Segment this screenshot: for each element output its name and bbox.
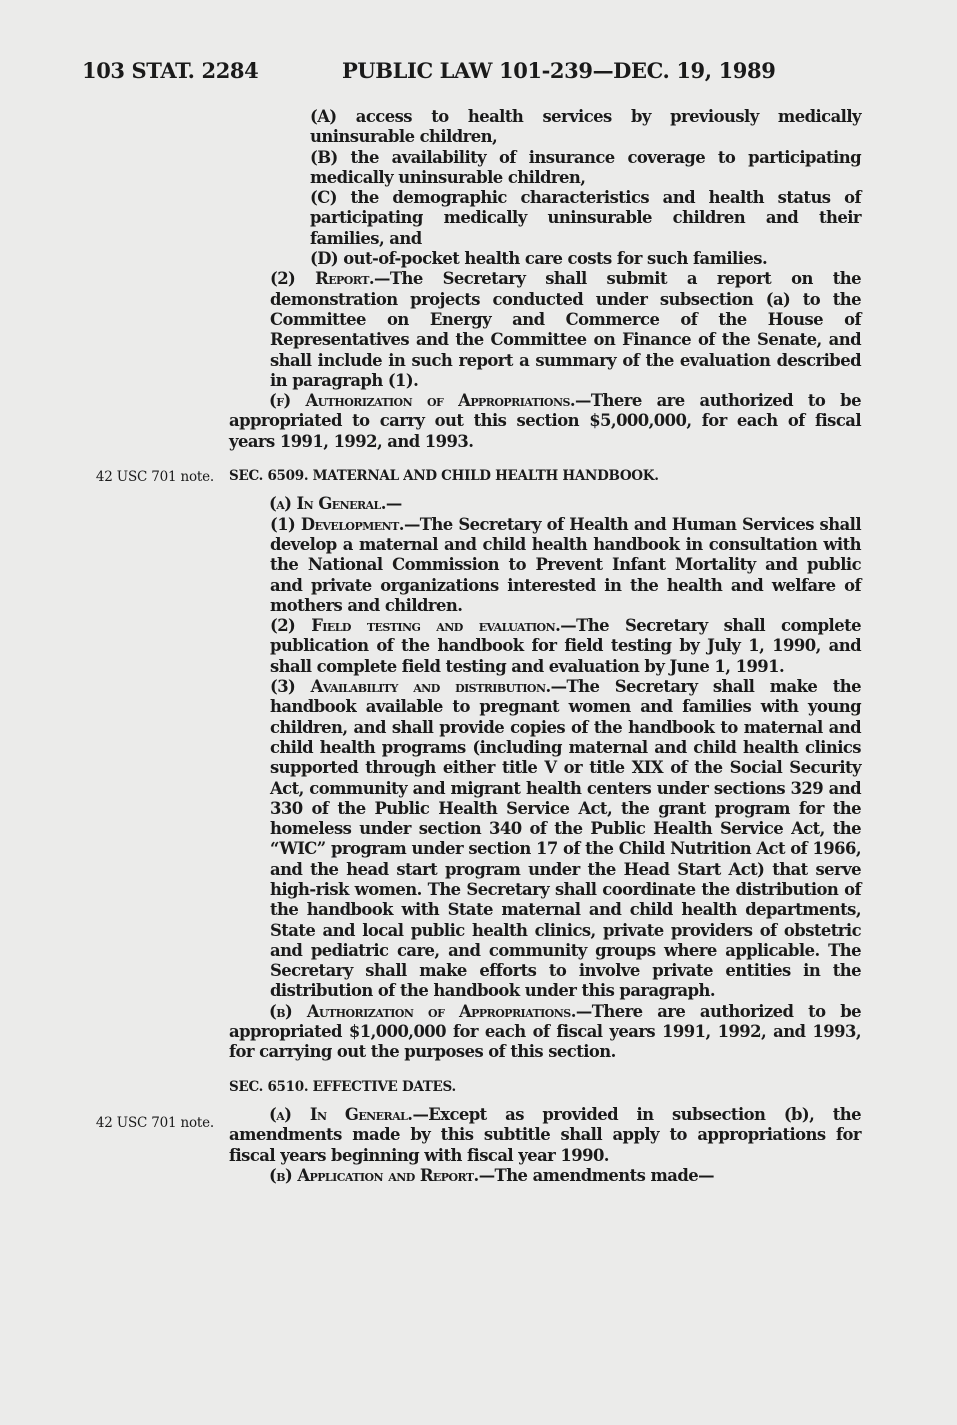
margin-note-sec6510: 42 USC 701 note. — [95, 1115, 214, 1131]
running-head: PUBLIC LAW 101-239—DEC. 19, 1989 — [342, 58, 776, 83]
paragraph-development — [229, 515, 861, 616]
clause-b: (B) the availability of insurance coverage to participating medically uninsurable children, — [310, 147, 861, 187]
statute-body — [229, 107, 861, 1186]
section-heading-6510: SEC. 6510. EFFECTIVE DATES. — [229, 1078, 456, 1095]
subsection-b — [229, 1002, 861, 1063]
clause-d: (D) out-of-pocket health care costs for such families. — [310, 249, 768, 269]
development-body: —The Secretary of Health and Human Services shall develop a maternal and child health handbook in consultation with the National Commission to Prevent Infant Mortality and public and private organizations interested in the health and welfare of mothers and children. — [270, 514, 862, 615]
b-body: —There are authorized to be appropriated $1,000,000 for each of fiscal years 1991, 1992, and 1993, for carrying out the purposes of this section. — [229, 1001, 861, 1062]
effective-subsection-b — [229, 1166, 861, 1186]
subsection-f — [229, 391, 861, 452]
effective-a-body: —Except as provided in subsection (b), the amendments made by this subtitle shall apply to appropriations for fiscal years beginning with fiscal year 1990. — [229, 1104, 861, 1165]
f-heading: (f) Authorization of Appropriations. — [269, 391, 575, 411]
effective-a-heading: (a) In General. — [269, 1104, 413, 1124]
paragraph-report — [229, 269, 861, 391]
effective-subsection-a — [229, 1105, 861, 1166]
effective-b-body: —The amendments made— — [478, 1165, 714, 1185]
paragraph-field-testing — [229, 616, 861, 677]
clause-c: (C) the demographic characteristics and health status of participating medically uninsurable children and their families, and — [310, 188, 861, 248]
b-heading: (b) Authorization of Appropriations. — [269, 1001, 576, 1021]
report-heading: (2) Report. — [270, 269, 374, 289]
effective-b-heading: (b) Application and Report. — [269, 1165, 479, 1185]
report-body: —The Secretary shall submit a report on the demonstration projects conducted under subsection (a) to the Committee on Energy and Commerce of the House of Representatives and the Committee on Finance of the Senate, and shall include in such report a summary of the evaluation described in paragraph (1). — [270, 269, 861, 390]
paragraph-availability — [229, 677, 861, 1002]
f-body: —There are authorized to be appropriated to carry out this section $5,000,000, for each of fiscal years 1991, 1992, and 1993. — [229, 391, 861, 451]
availability-heading: (3) Availability and distribution. — [270, 677, 551, 697]
section-heading-6509: SEC. 6509. MATERNAL AND CHILD HEALTH HANDBOOK. — [229, 468, 659, 485]
subsection-a-heading: (a) In General.— — [269, 494, 402, 514]
field-testing-body: —The Secretary shall complete publication of the handbook for field testing by July 1, 1990, and shall complete field testing and evaluation by June 1, 1991. — [270, 616, 861, 676]
development-heading: (1) Development. — [270, 514, 404, 534]
availability-body: —The Secretary shall make the handbook available to pregnant women and families with young children, and shall provide copies of the handbook to maternal and child health programs (including maternal and child health clinics supported through either title V or title XIX of the Social Security Act, community and migrant health centers under sections 329 and 330 of the Public Health Service Act, the grant program for the homeless under section 340 of the Public Health Service Act, the “WIC” program under section 17 of the Child Nutrition Act of 1966, and the head start program under the Head Start Act) that serve high-risk women. The Secretary shall coordinate the distribution of the handbook with State maternal and child health departments, State and local public health clinics, private providers of obstetric and pediatric care, and community groups where applicable. The Secretary shall make efforts to involve private entities in the distribution of the handbook under this paragraph. — [270, 677, 861, 1001]
field-testing-heading: (2) Field testing and evaluation. — [270, 616, 561, 636]
page-citation: 103 STAT. 2284 — [82, 58, 259, 83]
clause-a: (A) access to health services by previously medically uninsurable children, — [310, 107, 861, 147]
margin-note-sec6509: 42 USC 701 note. — [95, 469, 214, 485]
